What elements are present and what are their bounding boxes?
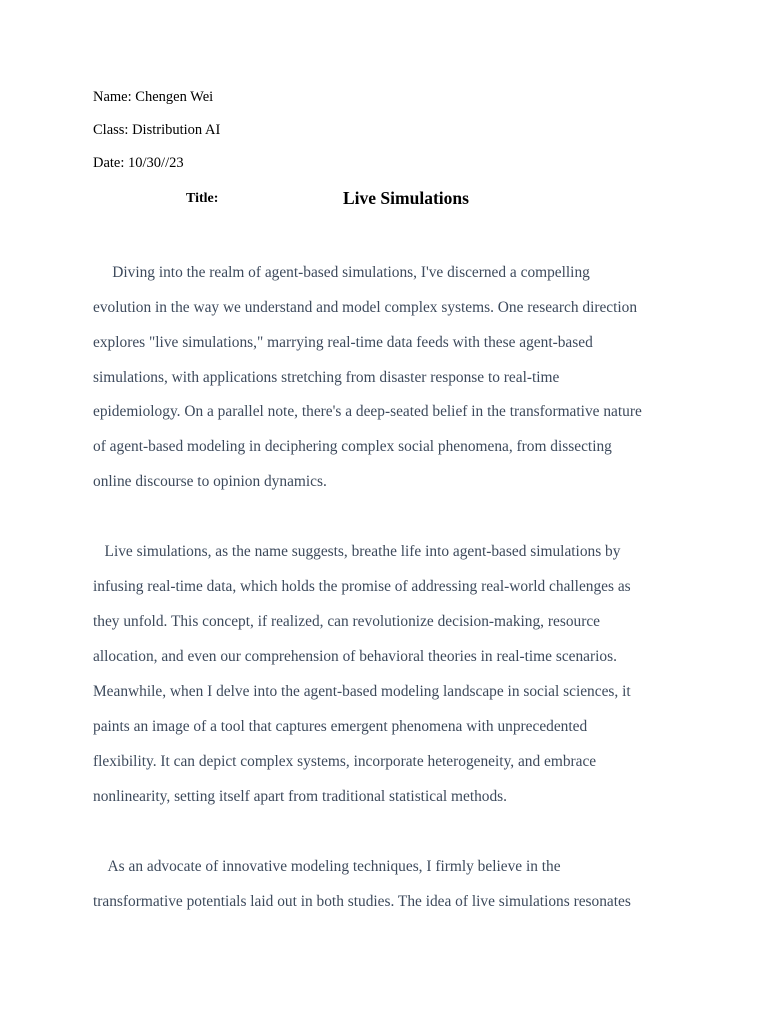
paragraph-line: of agent-based modeling in deciphering complex social phenomena, from dissecting [93,438,612,455]
paragraph-line: online discourse to opinion dynamics. [93,473,327,490]
paragraph-line: simulations, with applications stretching from disaster response to real-time [93,369,560,386]
student-name: Name: Chengen Wei [93,89,214,105]
paragraph-line: Live simulations, as the name suggests, breathe life into agent-based simulations by [93,543,621,560]
paragraph-line: infusing real-time data, which holds the promise of addressing real-world challenges as [93,578,631,595]
paragraph-line: allocation, and even our comprehension of behavioral theories in real-time scenarios. [93,648,617,665]
title-label: Title: [186,191,219,206]
class-name: Class: Distribution AI [93,122,221,138]
document-title: Live Simulations [343,188,469,208]
paragraph-line: paints an image of a tool that captures emergent phenomena with unprecedented [93,718,588,735]
paragraph-line: As an advocate of innovative modeling techniques, I firmly believe in the [93,858,561,875]
paragraph-line: Diving into the realm of agent-based simulations, I've discerned a compelling [93,264,590,281]
paragraph-line: explores "live simulations," marrying real-time data feeds with these agent-based [93,334,593,351]
paragraph-line: evolution in the way we understand and model complex systems. One research direction [93,299,638,316]
date: Date: 10/30//23 [93,155,184,171]
paragraph-line: flexibility. It can depict complex systems, incorporate heterogeneity, and embrace [93,753,597,770]
paragraph-line: they unfold. This concept, if realized, can revolutionize decision-making, resource [93,613,600,630]
paragraph-line: nonlinearity, setting itself apart from traditional statistical methods. [93,788,508,805]
paragraph-line: Meanwhile, when I delve into the agent-based modeling landscape in social sciences, it [93,683,631,700]
paragraph-line: transformative potentials laid out in both studies. The idea of live simulations resonates [93,893,631,910]
paragraph-line: epidemiology. On a parallel note, there's a deep-seated belief in the transformative nature [93,403,642,420]
